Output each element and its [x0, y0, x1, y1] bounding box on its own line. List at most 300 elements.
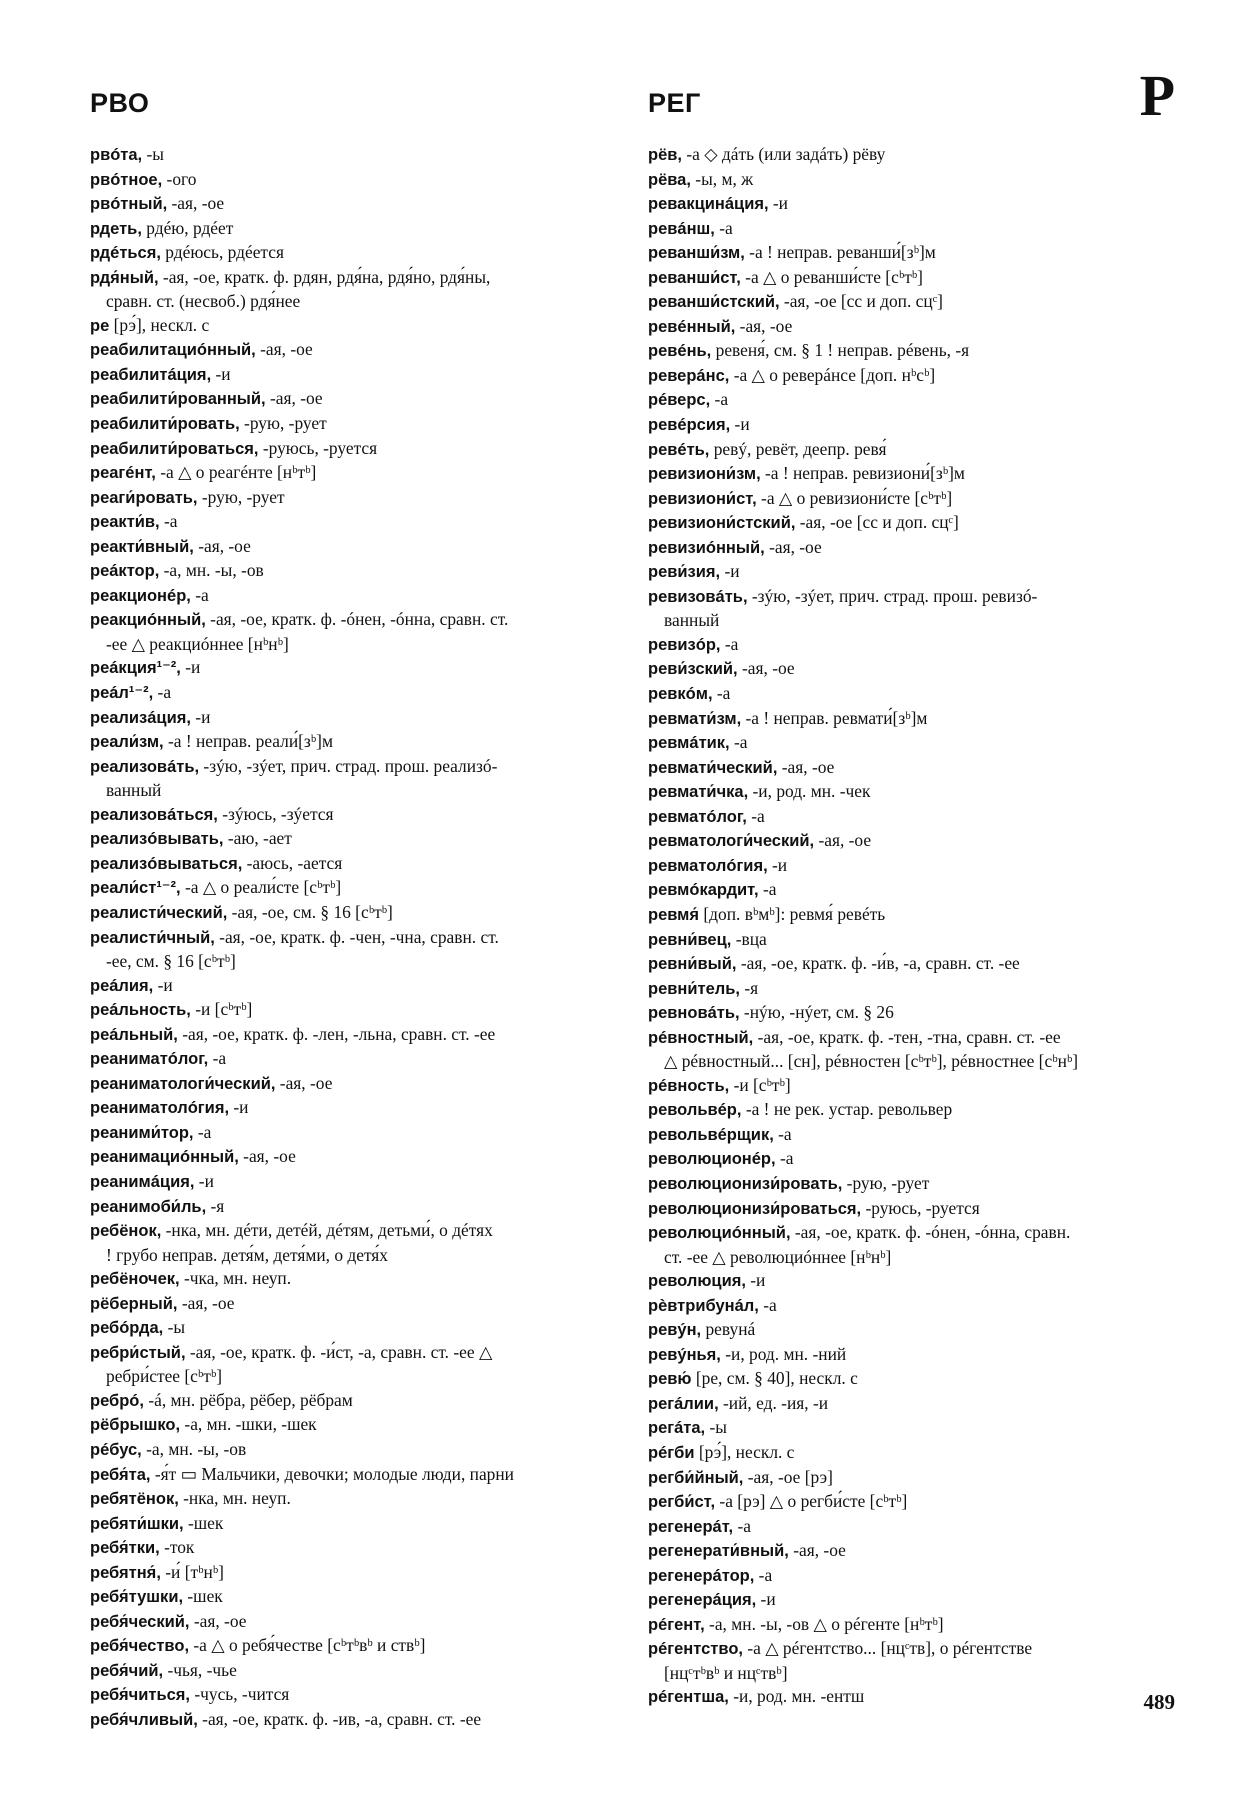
entry-headword: ревéнь, — [648, 342, 712, 361]
dictionary-entry — [648, 756, 1188, 781]
entry-continuation: сравн. ст. (несвоб.) рдя́нее — [106, 291, 301, 312]
entry-headword: реаниматóлог, — [90, 1050, 209, 1069]
dictionary-entry — [648, 168, 1188, 193]
dictionary-entry — [90, 338, 630, 363]
dictionary-entry — [648, 731, 1188, 756]
entry-definition: -и — [756, 1589, 776, 1610]
entry-definition: -а ! не рек. устар. револьвер — [741, 1099, 953, 1120]
entry-definition: -а △ рéгентство... [нцᶜтв], о рéгентстве — [742, 1638, 1033, 1659]
entry-headword: ревни́тель, — [648, 979, 740, 998]
entry-definition: -ы, м, ж — [690, 168, 754, 189]
entry-definition: -ая, -ое, кратк. ф. -óнен, -óнна, сравн. ст. — [205, 609, 509, 630]
entry-definition: -а — [729, 732, 748, 753]
entry-headword: реванши́стский, — [648, 293, 780, 312]
dictionary-entry — [648, 1098, 1188, 1123]
entry-headword: рёбрышко, — [90, 1416, 181, 1435]
entry-definition: -ая, -ое — [193, 535, 251, 556]
dictionary-entry — [90, 974, 630, 999]
dictionary-entry — [90, 412, 630, 437]
entry-definition: -аю, -ает — [223, 828, 292, 849]
dictionary-entry — [648, 1564, 1188, 1589]
entry-headword: реванши́ст, — [648, 268, 741, 287]
entry-headword: регенерáтор, — [648, 1566, 755, 1585]
dictionary-entry — [90, 1096, 630, 1121]
dictionary-entry — [90, 1072, 630, 1097]
entry-definition: -а, мн. -ы, -ов — [159, 560, 264, 581]
dictionary-entry — [90, 1438, 630, 1463]
entry-definition: -и — [211, 363, 231, 384]
entry-definition: -рую, -рует — [197, 486, 285, 507]
dictionary-entry — [90, 1683, 630, 1708]
entry-definition: -а ! неправ. ревмати́[зᵇ]м — [741, 707, 928, 728]
entry-definition: [ре, см. § 40], нескл. с — [691, 1368, 858, 1389]
dictionary-entry — [648, 903, 1188, 928]
entry-headword: революционéр, — [648, 1150, 776, 1169]
dictionary-entry — [90, 926, 630, 974]
dictionary-entry — [90, 1341, 630, 1389]
entry-continuation: ст. -ее △ революциóннее [нᵇнᵇ] — [664, 1246, 892, 1267]
entry-headword: ревматологи́ческий, — [648, 832, 815, 851]
entry-headword: ребяти́шки, — [90, 1514, 184, 1533]
entry-headword: ревматóлог, — [648, 807, 747, 826]
entry-headword: рéвность, — [648, 1076, 730, 1095]
entry-headword: рдеть, — [90, 219, 142, 238]
entry-headword: ревю́ — [648, 1370, 692, 1389]
entry-definition: -и, род. мн. -ний — [720, 1343, 847, 1364]
dictionary-entry — [648, 487, 1188, 512]
entry-headword: ревизиони́стский, — [648, 514, 796, 533]
entry-continuation: ванный — [106, 780, 162, 801]
dictionary-entry — [90, 510, 630, 535]
dictionary-entry — [648, 805, 1188, 830]
dictionary-entry — [648, 388, 1188, 413]
entry-definition: [рэ́], нескл. с — [109, 314, 210, 335]
dictionary-entry — [648, 1001, 1188, 1026]
dictionary-entry — [90, 559, 630, 584]
entry-definition: [рэ́], нескл. с — [694, 1441, 795, 1462]
entry-headword: ребёнок, — [90, 1222, 162, 1241]
entry-headword: ревмати́ческий, — [648, 758, 778, 777]
page-number: 489 — [1143, 1690, 1175, 1714]
entry-definition: -а — [208, 1048, 227, 1069]
dictionary-entry — [648, 952, 1188, 977]
entry-definition: -и — [745, 1270, 766, 1291]
entry-headword: регби́йный, — [648, 1468, 744, 1487]
entry-definition: -ая, -ое — [777, 756, 835, 777]
dictionary-entry — [648, 1539, 1188, 1564]
entry-definition: -и — [768, 193, 788, 214]
entry-headword: реабилитáция, — [90, 365, 212, 384]
dictionary-entry — [90, 1267, 630, 1292]
entry-definition: -а — [775, 1148, 794, 1169]
entry-headword: революциóнный, — [648, 1224, 791, 1243]
entry-headword: ребóрда, — [90, 1319, 164, 1338]
dictionary-entry — [648, 241, 1188, 266]
entry-definition: -и [сᵇтᵇ] — [729, 1074, 791, 1095]
dictionary-entry — [90, 755, 630, 803]
entry-definition: -а ! неправ. ревизиони́[зᵇ]м — [760, 463, 965, 484]
entry-headword: ревмати́зм, — [648, 709, 742, 728]
dictionary-entry — [648, 413, 1188, 438]
entry-headword: реализовáться, — [90, 805, 218, 824]
entry-definition: -а — [710, 389, 729, 410]
entry-definition: -ая, -ое — [177, 1292, 235, 1313]
entry-headword: регенерáт, — [648, 1517, 734, 1536]
entry-headword: ребя́тки, — [90, 1539, 160, 1558]
dictionary-entry — [90, 1195, 630, 1220]
entry-definition: -и — [153, 974, 173, 995]
entry-headword: ребя́чий, — [90, 1661, 164, 1680]
dictionary-entry — [90, 876, 630, 901]
entry-definition: -ая, -ое — [788, 1540, 846, 1561]
entry-definition: -ая, -ое — [814, 830, 872, 851]
entry-headword: ребри́стый, — [90, 1343, 186, 1362]
entry-definition: -и [сᵇтᵇ] — [190, 999, 253, 1020]
entry-definition: -зýю, -зýет, прич. страд. прош. ревизó- — [747, 585, 1038, 606]
entry-definition: -а — [758, 1294, 777, 1315]
dictionary-entry — [90, 363, 630, 388]
dictionary-entry — [90, 266, 630, 314]
dictionary-entry — [90, 1512, 630, 1537]
entry-definition: -ая, -ое, кратк. ф. -óнен, -óнна, сравн. — [790, 1222, 1071, 1243]
entry-definition: -ая, -ое, кратк. ф. -чен, -чна, сравн. ст. — [214, 926, 499, 947]
entry-headword: ребя́чливый, — [90, 1711, 198, 1729]
entry-definition: -а ! неправ. реали́[зᵇ]м — [163, 731, 333, 752]
entry-definition: -а — [190, 584, 209, 605]
dictionary-entry — [648, 364, 1188, 389]
dictionary-entry — [648, 585, 1188, 633]
dictionary-entry — [648, 1269, 1188, 1294]
entry-definition: -а — [153, 682, 172, 703]
entry-headword: реáльность, — [90, 1001, 191, 1020]
entry-definition: -ая, -ое — [265, 388, 323, 409]
entry-headword: ревмя́ — [648, 905, 700, 924]
entry-continuation: -ее △ реакциóннее [нᵇнᵇ] — [106, 633, 289, 654]
dictionary-entry — [90, 143, 630, 168]
entry-definition: -ая, -ое — [167, 193, 225, 214]
entry-definition: -а, мн. -ы, -ов — [141, 1438, 247, 1459]
entry-headword: ребя́тушки, — [90, 1588, 184, 1607]
entry-definition: -ий, ед. -ия, -и — [718, 1392, 829, 1413]
entry-definition: -ая, -ое, см. § 16 [сᵇтᵇ] — [227, 901, 393, 922]
entry-headword: ревáнш, — [648, 219, 715, 238]
dictionary-entry — [648, 315, 1188, 340]
entry-definition: -чья, -чье — [163, 1659, 237, 1680]
dictionary-entry — [90, 1463, 630, 1488]
entry-definition: -а — [193, 1121, 212, 1142]
entry-definition: -ток — [159, 1537, 195, 1558]
entry-headword: ревмóкардит, — [648, 881, 759, 900]
entry-definition: -а — [733, 1515, 751, 1536]
dictionary-entry — [90, 1316, 630, 1341]
entry-headword: реаги́ровать, — [90, 488, 198, 507]
entry-headword: реви́зия, — [648, 563, 721, 582]
entry-headword: реали́ст¹⁻², — [90, 879, 181, 898]
entry-headword: ревмати́чка, — [648, 783, 749, 802]
entry-definition: -ая, -ое — [764, 536, 822, 557]
entry-headword: рéвностный, — [648, 1028, 754, 1047]
entry-headword: рёберный, — [90, 1294, 178, 1313]
entry-definition: -ого — [162, 168, 197, 189]
entry-definition: -а — [159, 511, 178, 532]
dictionary-entry — [648, 1147, 1188, 1172]
dictionary-entry — [648, 217, 1188, 242]
dictionary-entry — [648, 1123, 1188, 1148]
entry-headword: ребя́чество, — [90, 1637, 190, 1656]
entry-definition: -и — [767, 854, 788, 875]
dictionary-entry — [90, 1389, 630, 1414]
entry-definition: -ы — [142, 144, 164, 164]
entry-continuation: ребри́стее [сᵇтᵇ] — [106, 1366, 223, 1387]
entry-headword: реáл¹⁻², — [90, 684, 154, 703]
entry-definition: -я — [206, 1195, 225, 1216]
dictionary-entry — [90, 1145, 630, 1170]
entry-definition: -а △ о реагéнте [нᵇтᵇ] — [155, 462, 317, 483]
entry-headword: ревновáть, — [648, 1004, 740, 1023]
entry-definition: -и, род. мн. -чек — [748, 781, 871, 802]
entry-headword: ревизóр, — [648, 635, 721, 654]
entry-definition: -а ◇ дáть (или задáть) рёву — [681, 144, 886, 164]
entry-definition: -а △ о реали́сте [сᵇтᵇ] — [180, 877, 342, 898]
dictionary-entry — [648, 511, 1188, 536]
entry-definition: -ая, -ое, кратк. ф. -и́ст, -а, сравн. ст. -ее △ — [185, 1341, 493, 1362]
entry-headword: реви́зский, — [648, 660, 738, 679]
dictionary-entry — [648, 1392, 1188, 1417]
entry-headword: рёва, — [648, 170, 691, 189]
entry-definition: -чусь, -чится — [189, 1684, 290, 1705]
dictionary-entry — [648, 1685, 1188, 1710]
dictionary-entry — [90, 1536, 630, 1561]
entry-definition: -зýю, -зýет, прич. страд. прош. реализó- — [199, 755, 498, 776]
entry-headword: ребя́читься, — [90, 1686, 190, 1705]
dictionary-entry — [90, 437, 630, 462]
entry-headword: ребятёнок, — [90, 1490, 179, 1509]
dictionary-entry — [90, 827, 630, 852]
entry-headword: ребятня́, — [90, 1563, 161, 1582]
dictionary-entry — [648, 878, 1188, 903]
entry-definition: -á, мн. рёбра, рёбер, рёбрам — [143, 1389, 353, 1410]
entry-headword: реверáнс, — [648, 366, 730, 385]
entry-headword: рéверс, — [648, 391, 711, 410]
entry-headword: ревматолóгия, — [648, 856, 768, 875]
entry-definition: -ы — [705, 1417, 727, 1438]
entry-definition: -а — [712, 683, 731, 704]
entry-definition: рдéюсь, рдéется — [160, 242, 284, 263]
entry-definition: -а — [714, 217, 733, 238]
entry-definition: -ая, -ое [сс и доп. сцᶜ] — [795, 512, 959, 533]
dictionary-entry — [648, 707, 1188, 732]
entry-definition: -и — [229, 1097, 249, 1118]
entry-headword: реабилити́ровать, — [90, 415, 240, 434]
dictionary-entry — [648, 854, 1188, 879]
entry-headword: реагéнт, — [90, 464, 156, 483]
dictionary-entry — [90, 584, 630, 609]
dictionary-entry — [648, 1318, 1188, 1343]
entry-definition: -а — [773, 1123, 792, 1144]
dictionary-column-right — [648, 143, 1188, 1710]
dictionary-entry — [90, 1413, 630, 1438]
entry-headword: рдéться, — [90, 244, 161, 263]
dictionary-entry — [648, 1343, 1188, 1368]
entry-definition: -ая, -ое, кратк. ф. -и́в, -а, сравн. ст. -ее — [736, 953, 1020, 974]
dictionary-entry — [90, 486, 630, 511]
dictionary-entry — [648, 560, 1188, 585]
entry-definition: -нýю, -нýет, см. § 26 — [739, 1002, 894, 1023]
entry-definition: -а, мн. -ы, -ов △ о рéгенте [нᵇтᵇ] — [704, 1613, 944, 1634]
dictionary-entry — [648, 1515, 1188, 1540]
entry-headword: рёв, — [648, 146, 682, 164]
dictionary-entry — [648, 829, 1188, 854]
entry-definition: -ы — [163, 1317, 186, 1338]
entry-definition: -вца — [731, 928, 767, 949]
dictionary-entry — [90, 192, 630, 217]
entry-headword: реабилити́рованный, — [90, 390, 266, 409]
entry-headword: регенерати́вный, — [648, 1542, 789, 1561]
entry-headword: ревéнный, — [648, 317, 736, 336]
dictionary-entry — [90, 241, 630, 266]
entry-headword: реаниматологи́ческий, — [90, 1074, 276, 1093]
entry-headword: ребрó, — [90, 1391, 144, 1410]
dictionary-entry — [648, 438, 1188, 463]
entry-headword: ревýн, — [648, 1321, 702, 1340]
entry-definition: -я — [739, 977, 759, 998]
dictionary-entry — [648, 143, 1188, 168]
entry-definition: -руюсь, -руется — [861, 1197, 980, 1218]
dictionary-entry — [648, 1416, 1188, 1441]
entry-definition: -ая, -ое — [275, 1072, 333, 1093]
dictionary-entry — [648, 266, 1188, 291]
entry-definition: -аюсь, -ается — [242, 852, 343, 873]
entry-headword: ребёночек, — [90, 1270, 180, 1289]
entry-headword: ревизиони́зм, — [648, 465, 761, 484]
entry-headword: ребя́ческий, — [90, 1612, 190, 1631]
entry-definition: -а ! неправ. реванши́[зᵇ]м — [744, 242, 936, 263]
entry-continuation: ! грубо неправ. детя́м, детя́ми, о детя́х — [106, 1244, 389, 1265]
entry-headword: ревýнья, — [648, 1345, 721, 1364]
dictionary-entry — [90, 1634, 630, 1659]
dictionary-entry — [648, 1221, 1188, 1269]
dictionary-entry — [648, 633, 1188, 658]
entry-headword: рвóтное, — [90, 170, 163, 189]
entry-headword: реализóвываться, — [90, 854, 243, 873]
entry-definition: -нка, мн. неуп. — [178, 1488, 291, 1509]
dictionary-entry — [90, 852, 630, 877]
entry-headword: революционизи́роваться, — [648, 1199, 862, 1218]
dictionary-entry — [648, 290, 1188, 315]
entry-headword: рèвтрибунáл, — [648, 1296, 759, 1315]
dictionary-entry — [90, 314, 630, 339]
entry-headword: рéгби — [648, 1443, 695, 1462]
entry-definition: -ая, -ое [рэ] — [743, 1466, 833, 1487]
entry-definition: ревунá — [701, 1319, 756, 1340]
entry-continuation: ванный — [664, 610, 720, 631]
entry-headword: ревизиони́ст, — [648, 489, 757, 508]
dictionary-entry — [648, 1613, 1188, 1638]
dictionary-entry — [90, 1023, 630, 1048]
dictionary-entry — [648, 339, 1188, 364]
entry-headword: реáкция¹⁻², — [90, 659, 181, 678]
entry-headword: реалисти́ческий, — [90, 903, 228, 922]
dictionary-entry — [648, 682, 1188, 707]
entry-definition: -а — [758, 879, 777, 900]
entry-definition: -и — [190, 706, 211, 727]
dictionary-entry — [90, 1487, 630, 1512]
entry-definition: -ая, -ое — [255, 339, 313, 360]
entry-definition: -руюсь, -руется — [258, 437, 378, 458]
entry-headword: рвóта, — [90, 146, 143, 164]
entry-continuation: [нцᶜтᵇвᵇ и нцᶜтвᵇ] — [664, 1662, 788, 1683]
entry-definition: -и — [180, 657, 201, 678]
dictionary-entry — [648, 1197, 1188, 1222]
entry-headword: регби́ст, — [648, 1493, 716, 1512]
entry-headword: ревни́вец, — [648, 930, 732, 949]
dictionary-entry — [90, 656, 630, 681]
entry-headword: реакциóнный, — [90, 611, 206, 630]
entry-headword: ревмáтик, — [648, 734, 730, 753]
entry-continuation: △ рéвностный... [сн], рéвностен [сᵇтᵇ], рéвностнее [сᵇнᵇ] — [664, 1051, 1079, 1072]
entry-definition: -а [рэ] △ о регби́сте [сᵇтᵇ] — [715, 1491, 908, 1512]
dictionary-entry — [90, 730, 630, 755]
entry-headword: ревкóм, — [648, 685, 713, 704]
entry-headword: реанимоби́ль, — [90, 1197, 207, 1216]
running-head-left: РВО — [90, 88, 150, 118]
dictionary-entry — [90, 535, 630, 560]
entry-headword: реанимациóнный, — [90, 1148, 239, 1167]
entry-headword: реакти́вный, — [90, 537, 194, 556]
dictionary-entry — [648, 1026, 1188, 1074]
dictionary-entry — [648, 536, 1188, 561]
entry-definition: -ая, -ое, кратк. ф. рдян, рдя́на, рдя́но, рдя́ны, — [158, 266, 491, 287]
entry-headword: рвóтный, — [90, 195, 168, 214]
entry-headword: реáктор, — [90, 562, 160, 581]
entry-headword: реáлия, — [90, 976, 154, 995]
entry-headword: революция, — [648, 1272, 746, 1291]
entry-headword: реабилитациóнный, — [90, 341, 256, 360]
entry-definition: -рую, -рует — [239, 413, 327, 434]
dictionary-entry — [90, 706, 630, 731]
entry-definition: -зýюсь, -зýется — [217, 803, 334, 824]
entry-definition: рдéю, рдéет — [141, 217, 234, 238]
dictionary-entry — [648, 780, 1188, 805]
entry-definition: -чка, мн. неуп. — [179, 1268, 292, 1289]
dictionary-entry — [90, 1047, 630, 1072]
entry-definition: -а, мн. -шки, -шек — [180, 1414, 317, 1435]
entry-definition: -а — [754, 1564, 773, 1585]
entry-definition: -а △ о ревизиони́сте [сᵇтᵇ] — [756, 487, 953, 508]
entry-headword: реализáция, — [90, 708, 191, 727]
dictionary-entry — [90, 1585, 630, 1610]
entry-definition: -и́ [тᵇнᵇ] — [160, 1561, 224, 1582]
entry-definition: -ая, -ое — [735, 315, 793, 336]
dictionary-entry — [648, 1490, 1188, 1515]
dictionary-entry — [648, 1172, 1188, 1197]
entry-headword: ребя́та, — [90, 1465, 151, 1484]
dictionary-entry — [90, 168, 630, 193]
entry-headword: реакционéр, — [90, 586, 191, 605]
entry-headword: ревизиóнный, — [648, 538, 765, 557]
entry-definition: -я́т ▭ Мальчики, девочки; молодые люди, парни — [150, 1463, 514, 1484]
entry-headword: ревéрсия, — [648, 416, 731, 435]
entry-definition: -ая, -ое [сс и доп. сцᶜ] — [779, 291, 943, 312]
entry-headword: револьвéрщик, — [648, 1125, 774, 1144]
dictionary-entry — [648, 657, 1188, 682]
entry-headword: ревизовáть, — [648, 587, 748, 606]
entry-definition: -ая, -ое — [737, 658, 795, 679]
dictionary-entry — [90, 387, 630, 412]
entry-headword: рéбус, — [90, 1440, 142, 1459]
dictionary-entry — [648, 1441, 1188, 1466]
entry-definition: -ая, -ое — [189, 1610, 247, 1631]
